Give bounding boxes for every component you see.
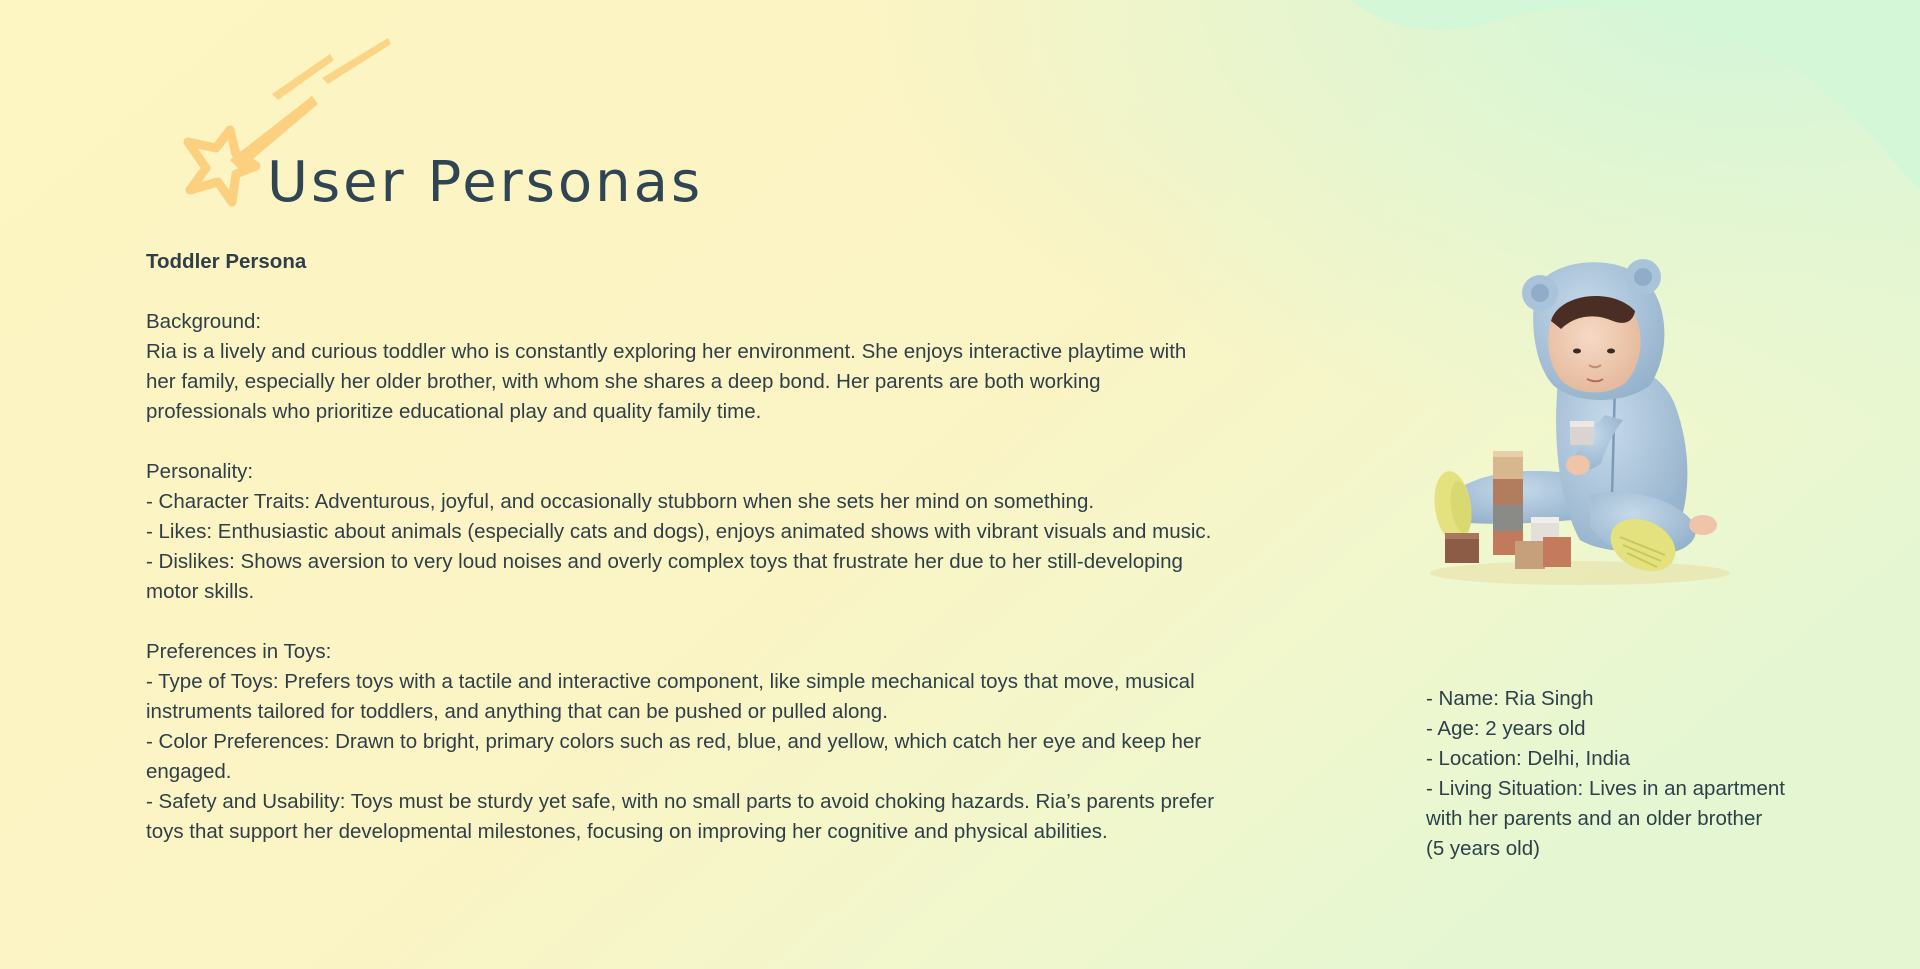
background-text: Ria is a lively and curious toddler who is constantly exploring her environment. She enjoys interactive playtime with her family, especially her older brother, with whom she shares a deep bond. Her parents are both working professionals who prioritize educational play and quality family time.	[146, 340, 1187, 423]
background-label: Background:	[146, 310, 262, 333]
profile-living-situation: - Living Situation: Lives in an apartment with her parents and an older brother (5 years old)	[1426, 777, 1785, 860]
preferences-toy-type: - Type of Toys: Prefers toys with a tactile and interactive component, like simple mechanical toys that move, musical instruments tailored for toddlers, and anything that can be pushed or pulled along.	[146, 670, 1195, 723]
background-section	[146, 307, 1216, 427]
preferences-label: Preferences in Toys:	[146, 640, 332, 663]
title-area	[180, 30, 740, 230]
profile-info	[1426, 684, 1786, 864]
personality-dislikes: - Dislikes: Shows aversion to very loud noises and overly complex toys that frustrate her due to her still-developing motor skills.	[146, 550, 1183, 603]
profile-location: - Location: Delhi, India	[1426, 747, 1630, 770]
preferences-safety: - Safety and Usability: Toys must be sturdy yet safe, with no small parts to avoid choking hazards. Ria’s parents prefer toys that support her developmental milestones, focusing on improving her cognitive and physical abilities.	[146, 790, 1215, 843]
personality-likes: - Likes: Enthusiastic about animals (especially cats and dogs), enjoys animated shows with vibrant visuals and music.	[146, 520, 1212, 543]
persona-heading: Toddler Persona	[146, 250, 307, 273]
toddler-with-blocks-illustration	[1375, 255, 1745, 595]
preferences-section	[146, 637, 1216, 847]
page-title: User Personas	[267, 150, 704, 215]
personality-label: Personality:	[146, 460, 254, 483]
personality-section	[146, 457, 1216, 607]
preferences-colors: - Color Preferences: Drawn to bright, primary colors such as red, blue, and yellow, which catch her eye and keep her engaged.	[146, 730, 1202, 783]
profile-age: - Age: 2 years old	[1426, 717, 1586, 740]
persona-description	[146, 247, 1216, 877]
profile-name: - Name: Ria Singh	[1426, 687, 1594, 710]
personality-traits: - Character Traits: Adventurous, joyful, and occasionally stubborn when she sets her mind on something.	[146, 490, 1095, 513]
